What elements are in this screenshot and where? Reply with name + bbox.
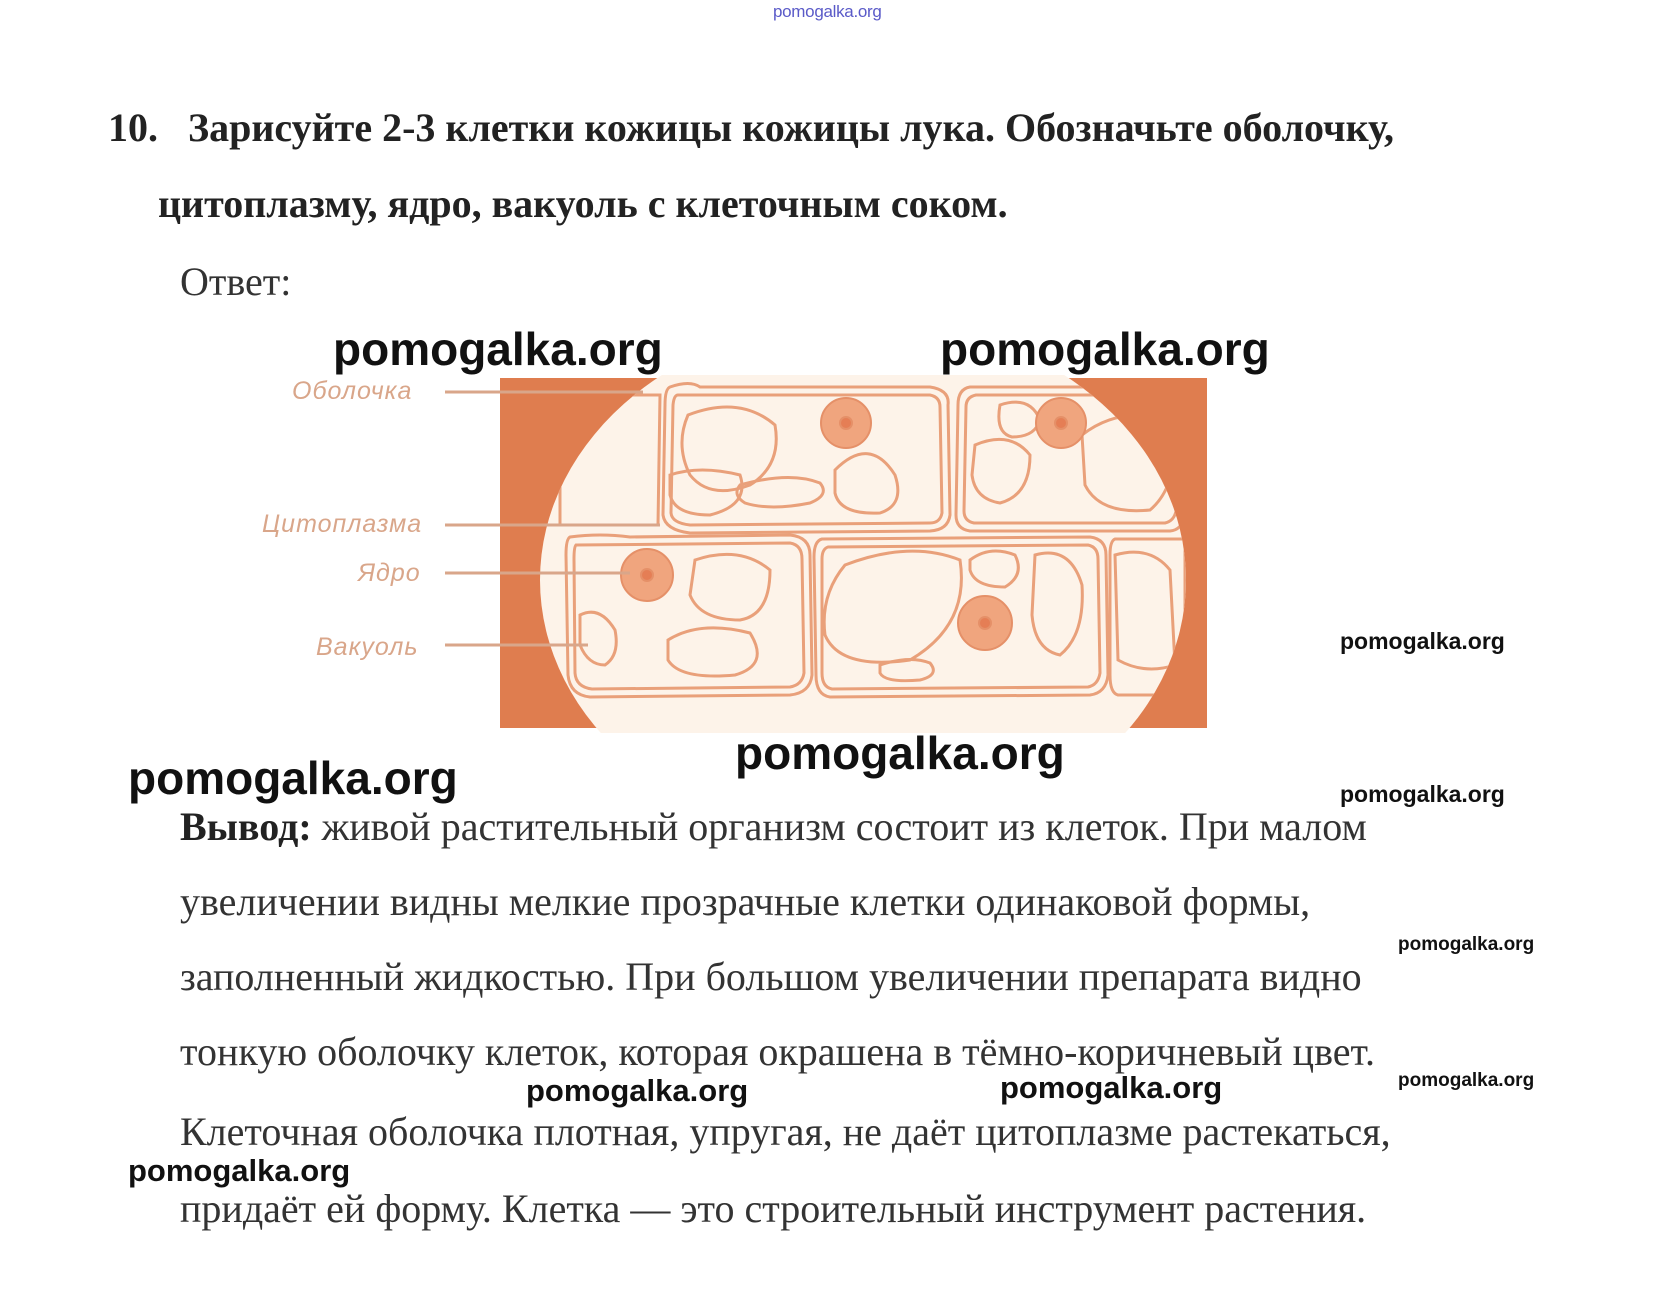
watermark: pomogalka.org <box>1340 781 1505 807</box>
nucleus-1-dot <box>840 417 852 429</box>
conclusion-line-3: заполненный жидкостью. При большом увеличении препарата видно <box>180 954 1362 999</box>
watermark: pomogalka.org <box>940 323 1270 375</box>
question-text-line-2: цитоплазму, ядро, вакуоль с клеточным соком. <box>158 181 1008 226</box>
onion-cells-diagram <box>270 375 1210 733</box>
conclusion-line-4: тонкую оболочку клеток, которая окрашена в тёмно-коричневый цвет. <box>180 1029 1375 1074</box>
conclusion-line-5: Клеточная оболочка плотная, упругая, не даёт цитоплазме растекаться, <box>180 1109 1391 1154</box>
nucleus-4-dot <box>979 617 991 629</box>
nucleus-2-dot <box>1055 417 1067 429</box>
label-nucleus: Ядро <box>358 559 421 587</box>
watermark: pomogalka.org <box>1000 1070 1223 1105</box>
onion-cells-figure <box>262 375 1210 733</box>
conclusion-line-2: увеличении видны мелкие прозрачные клетки одинаковой формы, <box>180 879 1311 924</box>
watermark: pomogalka.org <box>1398 934 1535 955</box>
watermark: pomogalka.org <box>333 323 663 375</box>
conclusion-line-1 <box>180 803 1367 850</box>
nucleus-3-dot <box>641 569 653 581</box>
watermark: pomogalka.org <box>1340 628 1505 654</box>
question-number: 10. <box>108 105 158 150</box>
answer-label: Ответ: <box>180 259 292 304</box>
watermark: pomogalka.org <box>128 752 458 804</box>
label-cytoplasm: Цитоплазма <box>262 510 423 538</box>
question-text-line-1: Зарисуйте 2-3 клетки кожицы кожицы лука. Обозначьте оболочку, <box>188 105 1395 150</box>
label-vacuole: Вакуоль <box>316 633 419 661</box>
conclusion-line-6: придаёт ей форму. Клетка — это строительный инструмент растения. <box>180 1186 1367 1231</box>
watermark: pomogalka.org <box>735 727 1065 779</box>
watermark: pomogalka.org <box>1398 1070 1535 1091</box>
watermark: pomogalka.org <box>526 1073 749 1108</box>
top-watermark: pomogalka.org <box>773 2 882 21</box>
label-membrane: Оболочка <box>292 377 413 405</box>
conclusion-label: Вывод: <box>180 804 312 849</box>
watermark: pomogalka.org <box>128 1153 351 1188</box>
conclusion-text-1: живой растительный организм состоит из клеток. При малом <box>311 804 1367 849</box>
